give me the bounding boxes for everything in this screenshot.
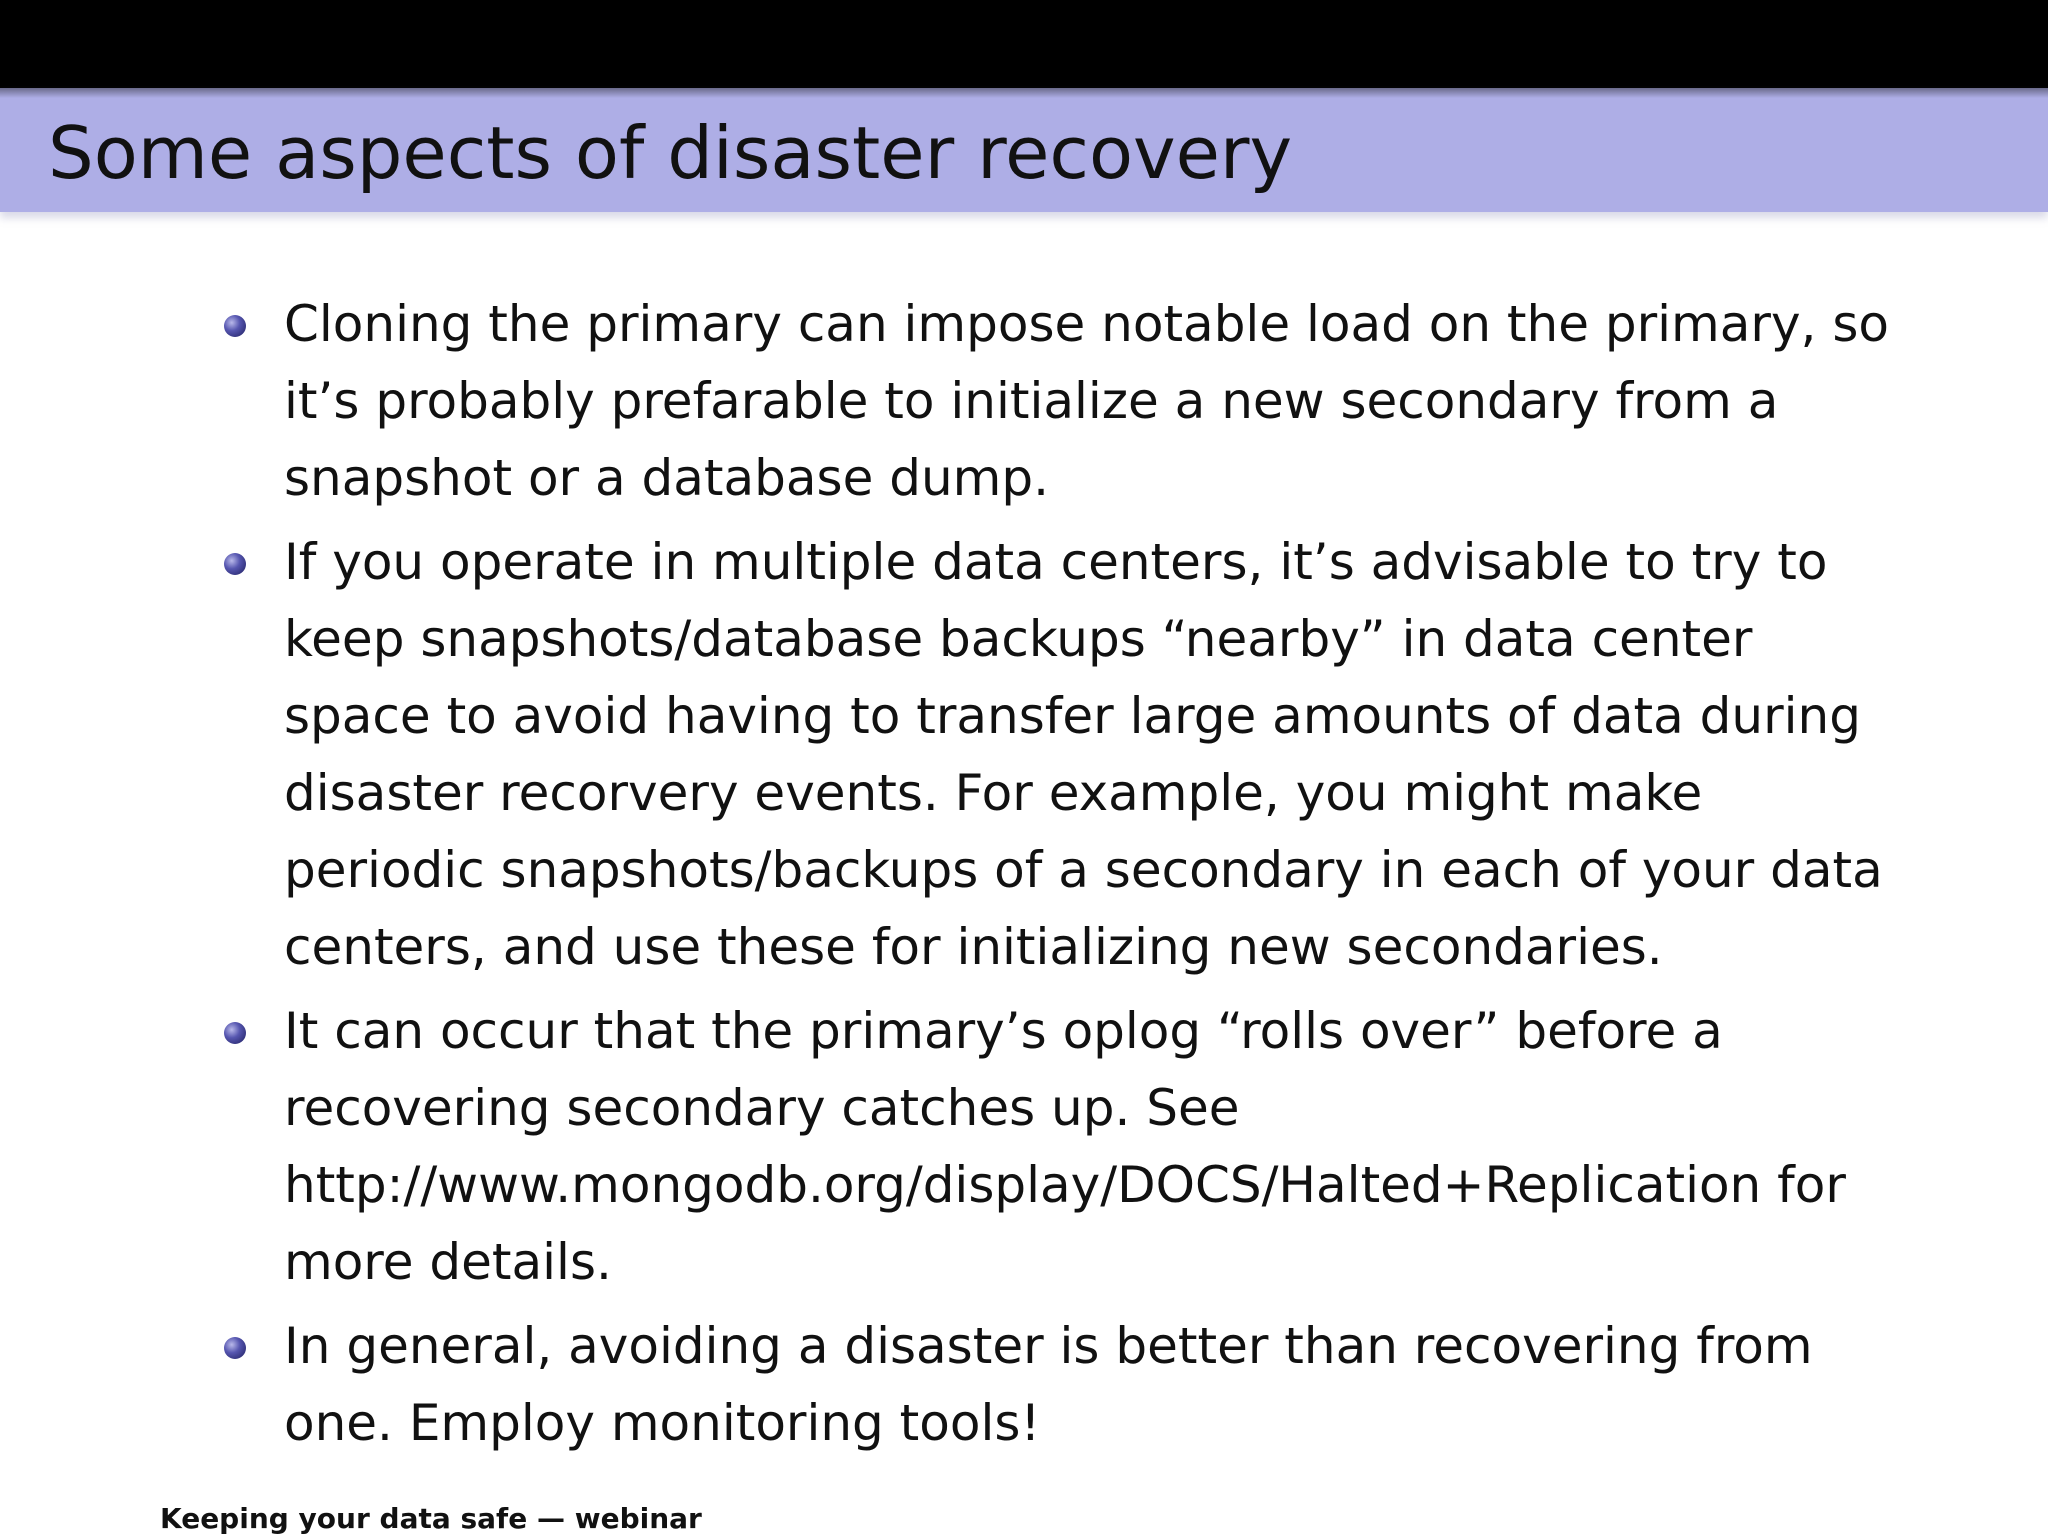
list-item: [220, 286, 1900, 517]
bullet-list: [220, 286, 1900, 1469]
bullet-text: In general, avoiding a disaster is better than recovering from one. Employ monitoring tools!: [284, 1317, 1813, 1452]
bullet-icon: [224, 315, 246, 337]
bullet-icon: [224, 1022, 246, 1044]
slide-footer: Keeping your data safe — webinar: [160, 1502, 702, 1535]
bullet-text: If you operate in multiple data centers, it’s advisable to try to keep snapshots/database backups “nearby” in data center space to avoid having to transfer large amounts of data during disaster recorvery events. For example, you might make periodic snapshots/backups of a secondary in each of your data centers, and use these for initializing new secondaries.: [284, 533, 1883, 976]
list-item: [220, 993, 1900, 1301]
list-item: [220, 524, 1900, 986]
slide-title: Some aspects of disaster recovery: [48, 111, 1293, 195]
header-bar: [0, 0, 2048, 88]
bullet-icon: [224, 553, 246, 575]
list-item: [220, 1308, 1900, 1462]
bullet-text: It can occur that the primary’s oplog “rolls over” before a recovering secondary catches up. See http://www.mongodb.org/display/DOCS/Halted+Replication for more details.: [284, 1002, 1846, 1291]
bullet-icon: [224, 1337, 246, 1359]
bullet-text: Cloning the primary can impose notable load on the primary, so it’s probably prefarable to initialize a new secondary from a snapshot or a database dump.: [284, 295, 1889, 507]
